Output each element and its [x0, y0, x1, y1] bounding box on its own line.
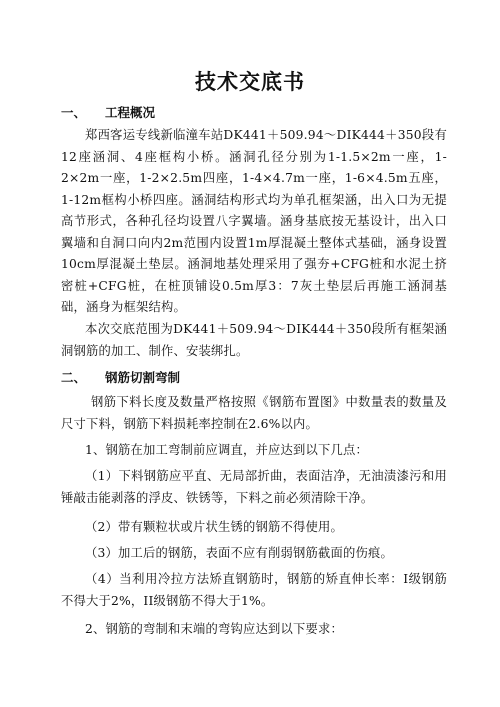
paragraph-item-1: 1、钢筋在加工弯制前应调直，并应达到以下几点： — [85, 443, 368, 457]
section-title: 工程概况 — [105, 105, 156, 120]
section-heading-cutting — [61, 368, 180, 386]
paragraph-item-1-4: （4）当利用冷拉方法矫直钢筋时，钢筋的矫直伸长率：I级钢筋不得大于2%，II级钢筋不得大于1%。 — [61, 572, 447, 608]
document-title: 技术交底书 — [195, 70, 305, 94]
paragraph-item-1-2: （2）带有颗粒状或片状生锈的钢筋不得使用。 — [85, 520, 343, 534]
section-heading-overview — [61, 103, 155, 121]
section-number: 一、 — [61, 105, 87, 120]
paragraph-scope: 本次交底范围为DK441＋509.94～DIK444＋350段所有框架涵洞钢筋的加工、制作、安装绑扎。 — [61, 322, 447, 358]
paragraph-cutting-length: 钢筋下料长度及数量严格按照《钢筋布置图》中数量表的数量及尺寸下料，钢筋下料损耗率控制在2.6%以内。 — [61, 395, 447, 431]
paragraph-item-1-3: （3）加工后的钢筋，表面不应有削弱钢筋截面的伤痕。 — [85, 546, 393, 560]
paragraph-item-2: 2、钢筋的弯制和末端的弯钩应达到以下要求： — [85, 622, 343, 636]
paragraph-overview-main: 郑西客运专线新临潼车站DK441＋509.94～DIK444＋350段有12座涵洞、4座框构小桥。涵洞孔径分别为1-1.5×2m一座，1-2×2m一座，1-2×2.5m四座，1-4×4.7m一座，1-6×4.5m五座，1-12m框构小桥四座。涵洞结构形式均为单孔框架涵，出入口为无提高节形式，各种孔径均设置八字翼墙。涵身基底按无基设计，出入口翼墙和自洞口向内2m范围内设置1m厚混凝土整体式基础，涵身设置10cm厚混凝土垫层。涵洞地基处理采用了强夯+CFG桩和水泥土挤密桩+CFG桩，在桩顶铺设0.5m厚3：7灰土垫层后再施工涵洞基础，涵身为框架结构。 — [61, 128, 447, 314]
section-number: 二、 — [61, 370, 87, 385]
section-title: 钢筋切割弯制 — [105, 370, 181, 385]
paragraph-item-1-1: （1）下料钢筋应平直、无局部折曲，表面洁净，无油渍漆污和用锤敲击能剥落的浮皮、铁锈等，下料之前必须清除干净。 — [61, 469, 447, 505]
